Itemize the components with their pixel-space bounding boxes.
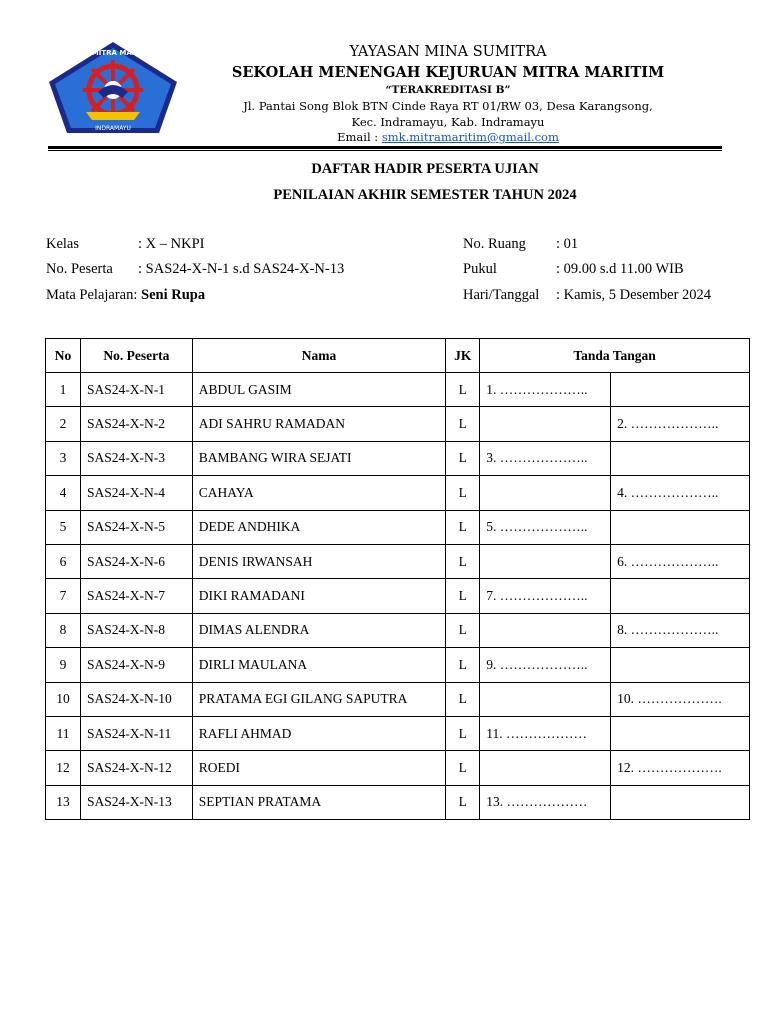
- cell-nama: ADI SAHRU RAMADAN: [192, 407, 445, 441]
- cell-no: 9: [46, 648, 81, 682]
- cell-no: 3: [46, 441, 81, 475]
- table-row: [46, 407, 750, 441]
- cell-peserta: SAS24-X-N-3: [80, 441, 192, 475]
- cell-sign-left[interactable]: 11. ………………: [480, 716, 611, 750]
- cell-no: 1: [46, 373, 81, 407]
- mapel-line: [46, 287, 205, 304]
- cell-peserta: SAS24-X-N-4: [80, 476, 192, 510]
- cell-sign-right[interactable]: [611, 785, 750, 819]
- table-row: [46, 751, 750, 785]
- table-row: [46, 579, 750, 613]
- cell-nama: SEPTIAN PRATAMA: [192, 785, 445, 819]
- cell-sign-left[interactable]: [480, 682, 611, 716]
- header-no: No: [46, 339, 81, 373]
- mapel-value: Seni Rupa: [141, 287, 206, 303]
- cell-sign-right[interactable]: 12. ……………….: [611, 751, 750, 785]
- table-row: [46, 441, 750, 475]
- cell-sign-right[interactable]: 6. ………………..: [611, 544, 750, 578]
- cell-peserta: SAS24-X-N-10: [80, 682, 192, 716]
- cell-jk: L: [446, 373, 480, 407]
- cell-sign-left[interactable]: [480, 407, 611, 441]
- cell-peserta: SAS24-X-N-5: [80, 510, 192, 544]
- cell-no: 5: [46, 510, 81, 544]
- cell-sign-right[interactable]: 2. ………………..: [611, 407, 750, 441]
- school-name: SEKOLAH MENENGAH KEJURUAN MITRA MARITIM: [231, 64, 665, 81]
- cell-peserta: SAS24-X-N-9: [80, 648, 192, 682]
- cell-sign-right[interactable]: [611, 716, 750, 750]
- cell-sign-left[interactable]: [480, 613, 611, 647]
- cell-peserta: SAS24-X-N-13: [80, 785, 192, 819]
- cell-jk: L: [446, 613, 480, 647]
- cell-no: 2: [46, 407, 81, 441]
- cell-jk: L: [446, 441, 480, 475]
- table-row: [46, 613, 750, 647]
- cell-sign-right[interactable]: [611, 579, 750, 613]
- cell-jk: L: [446, 407, 480, 441]
- cell-jk: L: [446, 785, 480, 819]
- header-jk: JK: [446, 339, 480, 373]
- cell-jk: L: [446, 716, 480, 750]
- table-row: [46, 476, 750, 510]
- cell-no: 6: [46, 544, 81, 578]
- kelas-label: Kelas: [46, 236, 80, 252]
- email-link[interactable]: smk.mitramaritim@gmail.com: [381, 130, 559, 144]
- cell-sign-right[interactable]: 10. ……………….: [611, 682, 750, 716]
- cell-no: 11: [46, 716, 81, 750]
- cell-nama: DENIS IRWANSAH: [192, 544, 445, 578]
- foundation-name: YAYASAN MINA SUMITRA: [349, 44, 547, 60]
- cell-peserta: SAS24-X-N-7: [80, 579, 192, 613]
- mapel-label: Mata Pelajaran:: [46, 287, 138, 303]
- document-subtitle: PENILAIAN AKHIR SEMESTER TAHUN 2024: [273, 187, 577, 203]
- cell-jk: L: [446, 510, 480, 544]
- cell-nama: CAHAYA: [192, 476, 445, 510]
- cell-peserta: SAS24-X-N-11: [80, 716, 192, 750]
- table-header-row: [46, 339, 750, 373]
- logo-bottom-text: INDRAMAYU: [95, 125, 131, 132]
- table-row: [46, 373, 750, 407]
- document-title: DAFTAR HADIR PESERTA UJIAN: [311, 161, 539, 177]
- table-row: [46, 785, 750, 819]
- cell-nama: PRATAMA EGI GILANG SAPUTRA: [192, 682, 445, 716]
- cell-peserta: SAS24-X-N-6: [80, 544, 192, 578]
- pukul-label: Pukul: [463, 261, 497, 277]
- cell-nama: DIRLI MAULANA: [192, 648, 445, 682]
- cell-nama: ABDUL GASIM: [192, 373, 445, 407]
- cell-sign-left[interactable]: 1. ………………..: [480, 373, 611, 407]
- header-divider: [48, 146, 722, 149]
- email-label: Email :: [337, 130, 382, 144]
- cell-sign-left[interactable]: [480, 751, 611, 785]
- cell-jk: L: [446, 682, 480, 716]
- cell-sign-left[interactable]: 13. ………………: [480, 785, 611, 819]
- peserta-label: No. Peserta: [46, 261, 113, 277]
- cell-no: 8: [46, 613, 81, 647]
- logo-top-text: SMK MITRA MARITIM: [71, 49, 155, 57]
- table-row: [46, 682, 750, 716]
- ruang-value: : 01: [556, 236, 579, 252]
- address-line-1: Jl. Pantai Song Blok BTN Cinde Raya RT 01/RW 03, Desa Karangsong,: [243, 99, 653, 113]
- cell-no: 12: [46, 751, 81, 785]
- cell-nama: RAFLI AHMAD: [192, 716, 445, 750]
- table-row: [46, 544, 750, 578]
- cell-jk: L: [446, 648, 480, 682]
- accreditation: “TERAKREDITASI B”: [385, 84, 511, 96]
- cell-nama: DEDE ANDHIKA: [192, 510, 445, 544]
- cell-peserta: SAS24-X-N-8: [80, 613, 192, 647]
- cell-jk: L: [446, 751, 480, 785]
- cell-jk: L: [446, 579, 480, 613]
- table-row: [46, 510, 750, 544]
- cell-nama: DIMAS ALENDRA: [192, 613, 445, 647]
- cell-sign-right[interactable]: 4. ………………..: [611, 476, 750, 510]
- header-nama: Nama: [192, 339, 445, 373]
- attendance-table: [45, 338, 750, 820]
- hari-value: : Kamis, 5 Desember 2024: [556, 287, 712, 303]
- cell-sign-right[interactable]: [611, 648, 750, 682]
- cell-jk: L: [446, 544, 480, 578]
- email-line: [190, 130, 706, 144]
- cell-nama: BAMBANG WIRA SEJATI: [192, 441, 445, 475]
- hari-label: Hari/Tanggal: [463, 287, 540, 303]
- cell-sign-right[interactable]: 8. ………………..: [611, 613, 750, 647]
- table-row: [46, 716, 750, 750]
- header-tanda-tangan: Tanda Tangan: [480, 339, 750, 373]
- cell-sign-left[interactable]: 5. ………………..: [480, 510, 611, 544]
- table-row: [46, 648, 750, 682]
- cell-sign-left[interactable]: [480, 476, 611, 510]
- cell-peserta: SAS24-X-N-12: [80, 751, 192, 785]
- ruang-label: No. Ruang: [463, 236, 526, 252]
- cell-sign-left[interactable]: 7. ………………..: [480, 579, 611, 613]
- kelas-value: : X – NKPI: [138, 236, 205, 252]
- cell-sign-left[interactable]: [480, 544, 611, 578]
- cell-sign-right[interactable]: [611, 510, 750, 544]
- cell-nama: ROEDI: [192, 751, 445, 785]
- cell-peserta: SAS24-X-N-2: [80, 407, 192, 441]
- cell-jk: L: [446, 476, 480, 510]
- cell-no: 7: [46, 579, 81, 613]
- cell-sign-right[interactable]: [611, 373, 750, 407]
- header-divider-thin: [48, 150, 722, 151]
- cell-sign-right[interactable]: [611, 441, 750, 475]
- cell-peserta: SAS24-X-N-1: [80, 373, 192, 407]
- cell-no: 4: [46, 476, 81, 510]
- address-line-2: Kec. Indramayu, Kab. Indramayu: [351, 115, 545, 129]
- pukul-value: : 09.00 s.d 11.00 WIB: [556, 261, 684, 277]
- cell-nama: DIKI RAMADANI: [192, 579, 445, 613]
- cell-sign-left[interactable]: 3. ………………..: [480, 441, 611, 475]
- school-logo: [46, 40, 180, 136]
- cell-no: 10: [46, 682, 81, 716]
- cell-sign-left[interactable]: 9. ………………..: [480, 648, 611, 682]
- peserta-value: : SAS24-X-N-1 s.d SAS24-X-N-13: [138, 261, 345, 277]
- header-peserta: No. Peserta: [80, 339, 192, 373]
- cell-no: 13: [46, 785, 81, 819]
